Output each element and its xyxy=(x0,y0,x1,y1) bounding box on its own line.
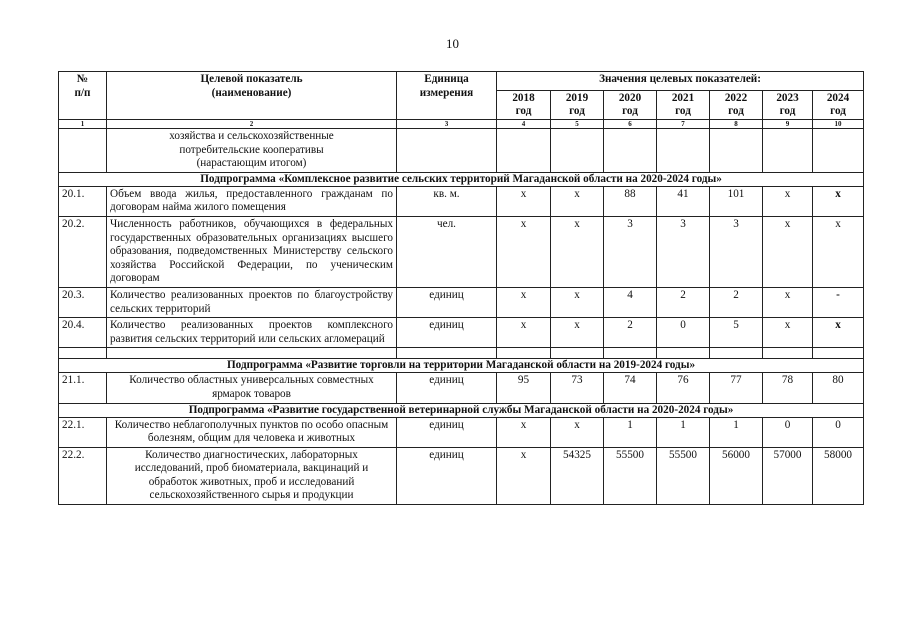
row-name: Количество неблагополучных пунктов по особо опасным болезням, общим для человека и животных xyxy=(107,417,397,447)
row-value: х xyxy=(551,216,604,287)
row-value: х xyxy=(497,417,551,447)
table-row xyxy=(59,417,864,447)
header-year-2019: 2019 год xyxy=(551,91,604,120)
row-value: 55500 xyxy=(657,447,710,504)
row-value: 3 xyxy=(710,216,763,287)
row-value: х xyxy=(497,318,551,348)
subprogram-title: Подпрограмма «Развитие торговли на территории Магаданской области на 2019-2024 годы» xyxy=(59,359,864,373)
row-num xyxy=(59,129,107,173)
row-name: хозяйства и сельскохозяйственные потребительские кооперативы (нарастающим итогом) xyxy=(107,129,397,173)
row-value: х xyxy=(813,186,864,216)
row-value: 101 xyxy=(710,186,763,216)
empty-cell xyxy=(59,348,107,359)
header-year-2021: 2021 год xyxy=(657,91,710,120)
row-value: х xyxy=(497,216,551,287)
row-name: Объем ввода жилья, предоставленного гражданам по договорам найма жилого помещения xyxy=(107,186,397,216)
subprogram-title: Подпрограмма «Развитие государственной ветеринарной службы Магаданской области на 2020-2024 годы» xyxy=(59,403,864,417)
row-value: - xyxy=(813,287,864,317)
header-indicator: Целевой показатель (наименование) xyxy=(107,72,397,120)
row-value: 80 xyxy=(813,373,864,403)
row-unit xyxy=(397,129,497,173)
column-number: 4 xyxy=(497,120,551,129)
header-values-title: Значения целевых показателей: xyxy=(497,72,864,91)
row-num: 20.4. xyxy=(59,318,107,348)
row-name: Количество реализованных проектов комплексного развития сельских территорий или сельских агломераций xyxy=(107,318,397,348)
row-value xyxy=(763,129,813,173)
row-value: 2 xyxy=(604,318,657,348)
row-name: Количество областных универсальных совместных ярмарок товаров xyxy=(107,373,397,403)
row-value: 0 xyxy=(813,417,864,447)
row-value: 77 xyxy=(710,373,763,403)
empty-cell xyxy=(813,348,864,359)
page-number: 10 xyxy=(446,36,459,51)
empty-cell xyxy=(551,348,604,359)
row-value: 0 xyxy=(657,318,710,348)
row-value: 58000 xyxy=(813,447,864,504)
column-number: 1 xyxy=(59,120,107,129)
row-value: х xyxy=(551,417,604,447)
row-value: 55500 xyxy=(604,447,657,504)
row-value: х xyxy=(551,287,604,317)
row-value: х xyxy=(763,216,813,287)
row-value: 56000 xyxy=(710,447,763,504)
row-unit: чел. xyxy=(397,216,497,287)
empty-cell xyxy=(657,348,710,359)
row-value: 41 xyxy=(657,186,710,216)
row-value: 3 xyxy=(657,216,710,287)
empty-cell xyxy=(107,348,397,359)
row-value: 3 xyxy=(604,216,657,287)
row-value: 0 xyxy=(763,417,813,447)
header-num: № п/п xyxy=(59,72,107,120)
header-unit: Единица измерения xyxy=(397,72,497,120)
empty-cell xyxy=(763,348,813,359)
row-value: х xyxy=(497,287,551,317)
row-num: 20.2. xyxy=(59,216,107,287)
row-unit: единиц xyxy=(397,318,497,348)
header-year-2018: 2018 год xyxy=(497,91,551,120)
table-row xyxy=(59,318,864,348)
row-value: 2 xyxy=(657,287,710,317)
column-numbers-row xyxy=(59,120,864,129)
row-value: 73 xyxy=(551,373,604,403)
row-name: Количество реализованных проектов по благоустройству сельских территорий xyxy=(107,287,397,317)
row-value xyxy=(551,129,604,173)
row-num: 22.1. xyxy=(59,417,107,447)
empty-row xyxy=(59,348,864,359)
row-value: 57000 xyxy=(763,447,813,504)
row-unit: единиц xyxy=(397,287,497,317)
row-value xyxy=(710,129,763,173)
table-row xyxy=(59,447,864,504)
column-number: 3 xyxy=(397,120,497,129)
row-value: х xyxy=(813,318,864,348)
table-row-continuation xyxy=(59,129,864,173)
row-value: 76 xyxy=(657,373,710,403)
header-year-2020: 2020 год xyxy=(604,91,657,120)
row-unit: единиц xyxy=(397,447,497,504)
table-row xyxy=(59,287,864,317)
row-value: х xyxy=(551,186,604,216)
row-unit: кв. м. xyxy=(397,186,497,216)
column-number: 5 xyxy=(551,120,604,129)
column-number: 9 xyxy=(763,120,813,129)
row-value: х xyxy=(497,186,551,216)
header-year-2022: 2022 год xyxy=(710,91,763,120)
row-unit: единиц xyxy=(397,373,497,403)
table-row xyxy=(59,216,864,287)
row-value: х xyxy=(763,287,813,317)
row-value: х xyxy=(497,447,551,504)
row-value: 78 xyxy=(763,373,813,403)
row-value xyxy=(497,129,551,173)
empty-cell xyxy=(604,348,657,359)
header-year-2023: 2023 год xyxy=(763,91,813,120)
row-value xyxy=(604,129,657,173)
row-num: 22.2. xyxy=(59,447,107,504)
row-value: х xyxy=(813,216,864,287)
row-value xyxy=(657,129,710,173)
column-number: 6 xyxy=(604,120,657,129)
table-row xyxy=(59,186,864,216)
subprogram-heading xyxy=(59,172,864,186)
column-number: 7 xyxy=(657,120,710,129)
row-num: 21.1. xyxy=(59,373,107,403)
empty-cell xyxy=(497,348,551,359)
target-indicators-table xyxy=(58,71,864,505)
row-num: 20.3. xyxy=(59,287,107,317)
subprogram-title: Подпрограмма «Комплексное развитие сельских территорий Магаданской области на 2020-2024 годы» xyxy=(59,172,864,186)
row-value: х xyxy=(551,318,604,348)
column-number: 2 xyxy=(107,120,397,129)
row-value: х xyxy=(763,186,813,216)
subprogram-heading xyxy=(59,359,864,373)
header-year-2024: 2024 год xyxy=(813,91,864,120)
row-num: 20.1. xyxy=(59,186,107,216)
column-number: 8 xyxy=(710,120,763,129)
row-unit: единиц xyxy=(397,417,497,447)
row-value: 2 xyxy=(710,287,763,317)
row-value: 54325 xyxy=(551,447,604,504)
row-value: 1 xyxy=(710,417,763,447)
row-value: 1 xyxy=(657,417,710,447)
row-value: 74 xyxy=(604,373,657,403)
table-row xyxy=(59,373,864,403)
row-value: 95 xyxy=(497,373,551,403)
column-number: 10 xyxy=(813,120,864,129)
row-value xyxy=(813,129,864,173)
subprogram-heading xyxy=(59,403,864,417)
row-value: х xyxy=(763,318,813,348)
row-value: 1 xyxy=(604,417,657,447)
row-value: 5 xyxy=(710,318,763,348)
row-value: 88 xyxy=(604,186,657,216)
row-value: 4 xyxy=(604,287,657,317)
row-name: Численность работников, обучающихся в федеральных государственных образовательных организациях высшего образования, подведомственных Министерству сельского хозяйства Российской Федерации, по ученическим договорам xyxy=(107,216,397,287)
empty-cell xyxy=(710,348,763,359)
row-name: Количество диагностических, лабораторных исследований, проб биоматериала, вакцинаций и обработок животных, проб и исследований сельскохозяйственного сырья и продукции xyxy=(107,447,397,504)
empty-cell xyxy=(397,348,497,359)
